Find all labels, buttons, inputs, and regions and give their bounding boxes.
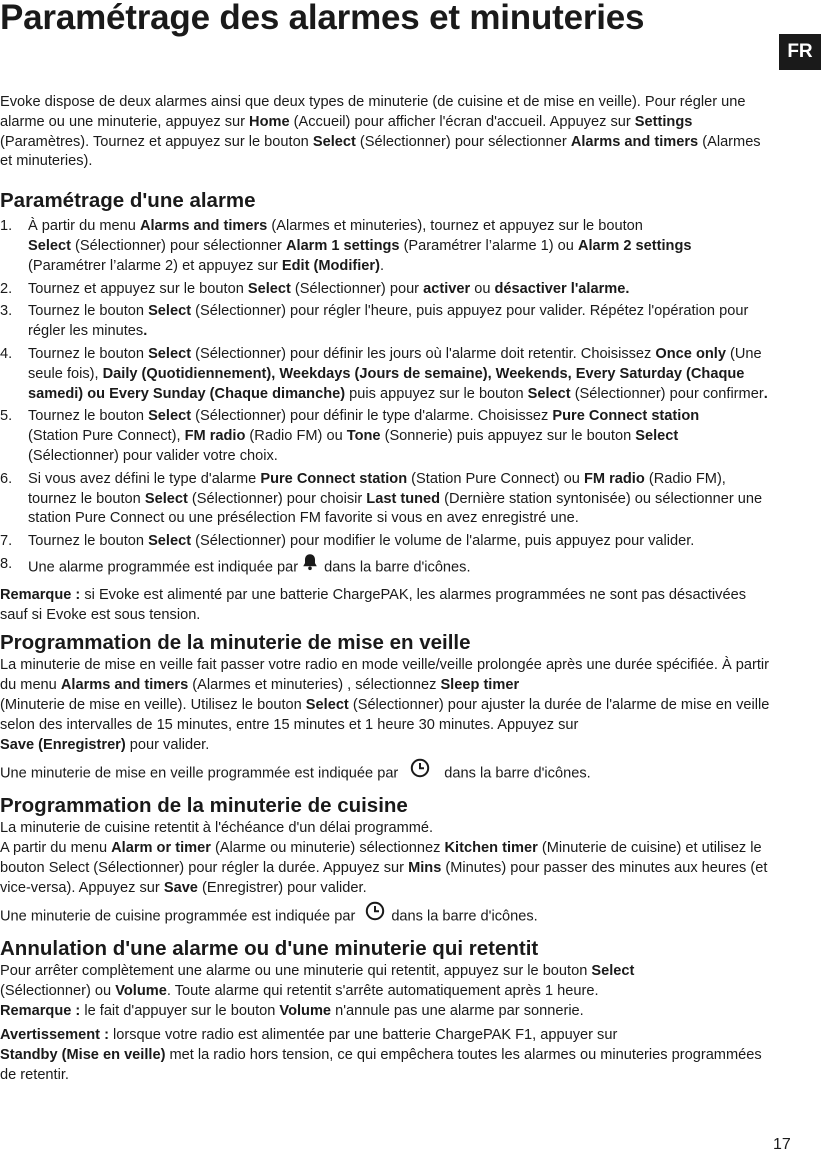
kitchen-timer-paragraph: La minuterie de cuisine retentit à l'échéance d'un délai programmé. A partir du menu Alarm or timer (Alarme ou minuterie) sélectionnez Kitchen timer (Minuterie de cuisine) et utilisez le bouton Select (Sélectionner) pour régler la durée. Appuyez sur Mins (Minutes) pour passer des minutes aux heures (et vice-versa). Appuyez sur Save (Enregistrer) pour valider. (0, 820, 768, 896)
warning-paragraph: Avertissement : lorsque votre radio est alimentée par une batterie ChargePAK F1, appuyer sur Standby (Mise en veille) met la radio hors tension, ce qui empêchera toutes les alarmes ou minuteries programmées de retentir. (0, 1027, 762, 1084)
sleep-timer-heading: Programmation de la minuterie de mise en veille (0, 631, 471, 655)
sleep-timer-paragraph: La minuterie de mise en veille fait passer votre radio en mode veille/veille prolongée après une durée spécifiée. À partir du menu Alarms and timers (Alarmes et minuteries) , sélectionnez Sleep timer (Minuterie de mise en veille). Utilisez le bouton Select (Sélectionner) pour ajuster la durée de l'alarme de mise en veille selon des intervalles de 15 minutes, entre 15 minutes et 1 heure 30 minutes. Appuyez sur Save (Enregistrer) pour valider. (0, 657, 770, 753)
clock-icon (410, 758, 430, 785)
cancel-alarm-heading: Annulation d'une alarme ou d'une minuterie qui retentit (0, 937, 539, 961)
alarm-step: 8. Une alarme programmée est indiquée par dans la barre d'icônes. (0, 555, 770, 580)
alarm-step: 7. Tournez le bouton Select (Sélectionner) pour modifier le volume de l'alarme, puis appuyez pour valider. (0, 533, 695, 550)
alarm-step: 1. À partir du menu Alarms and timers (Alarmes et minuteries), tournez et appuyez sur le bouton Select (Sélectionner) pour sélectionner Alarm 1 settings (Paramétrer l’alarme 1) ou Alarm 2 settings (Paramétrer l’alarme 2) et appuyez sur Edit (Modifier). (0, 218, 692, 274)
alarm-steps-list (0, 217, 770, 580)
alarm-heading: Paramétrage d'une alarme (0, 189, 256, 213)
alarm-step: 3. Tournez le bouton Select (Sélectionner) pour régler l'heure, puis appuyez pour valider. Répétez l'opération pour régler les minutes. (0, 303, 749, 340)
page-number: 17 (773, 1136, 791, 1153)
alarm-step: 5. Tournez le bouton Select (Sélectionner) pour définir le type d'alarme. Choisissez Pure Connect station (Station Pure Connect), FM radio (Radio FM) ou Tone (Sonnerie) puis appuyez sur le bouton Select (Sélectionner) pour valider votre choix. (0, 408, 700, 464)
alarm-step: 6. Si vous avez défini le type d'alarme Pure Connect station (Station Pure Connect) ou FM radio (Radio FM), tournez le bouton Select (Sélectionner) pour choisir Last tuned (Dernière station syntonisée) ou sélectionner une station Pure Connect ou une présélection FM favorite si vous en avez enregistré une. (0, 470, 763, 527)
intro-paragraph: Evoke dispose de deux alarmes ainsi que deux types de minuterie (de cuisine et de mise en veille). Pour régler une alarme ou une minuterie, appuyez sur Home (Accueil) pour afficher l'écran d'accueil. Appuyez sur Settings (Paramètres). Tournez et appuyez sur le bouton Select (Sélectionner) pour sélectionner Alarms and timers (Alarmes et minuteries). (0, 94, 761, 170)
kitchen-timer-heading: Programmation de la minuterie de cuisine (0, 794, 408, 818)
alarm-note: Remarque : si Evoke est alimenté par une batterie ChargePAK, les alarmes programmées ne sont pas désactivées sauf si Evoke est sous tension. (0, 586, 747, 623)
bell-icon (302, 553, 318, 578)
cancel-alarm-paragraph: Pour arrêter complètement une alarme ou une minuterie qui retentit, appuyez sur le bouton Select (Sélectionner) ou Volume. Toute alarme qui retentit s'arrête automatiquement après 1 heure. Remarque : le fait d'appuyer sur le bouton Volume n'annule pas une alarme par sonnerie. (0, 963, 635, 1019)
alarm-step: 4. Tournez le bouton Select (Sélectionner) pour définir les jours où l'alarme doit retentir. Choisissez Once only (Une seule fois), Daily (Quotidiennement), Weekdays (Jours de semaine), Weekends, Every Saturday (Chaque samedi) ou Every Sunday (Chaque dimanche) puis appuyez sur le bouton Select (Sélectionner) pour confirmer. (0, 345, 768, 402)
language-tab: FR (779, 34, 821, 70)
sleep-timer-indicator: Une minuterie de mise en veille programmée est indiquée par dans la barre d'icônes. (0, 760, 770, 787)
page-content (0, 93, 770, 1091)
kitchen-timer-indicator: Une minuterie de cuisine programmée est indiquée par dans la barre d'icônes. (0, 903, 770, 930)
page-title: Paramétrage des alarmes et minuteries (0, 0, 645, 37)
clock-icon (365, 901, 385, 928)
alarm-step: 2. Tournez et appuyez sur le bouton Select (Sélectionner) pour activer ou désactiver l'alarme. (0, 280, 630, 297)
